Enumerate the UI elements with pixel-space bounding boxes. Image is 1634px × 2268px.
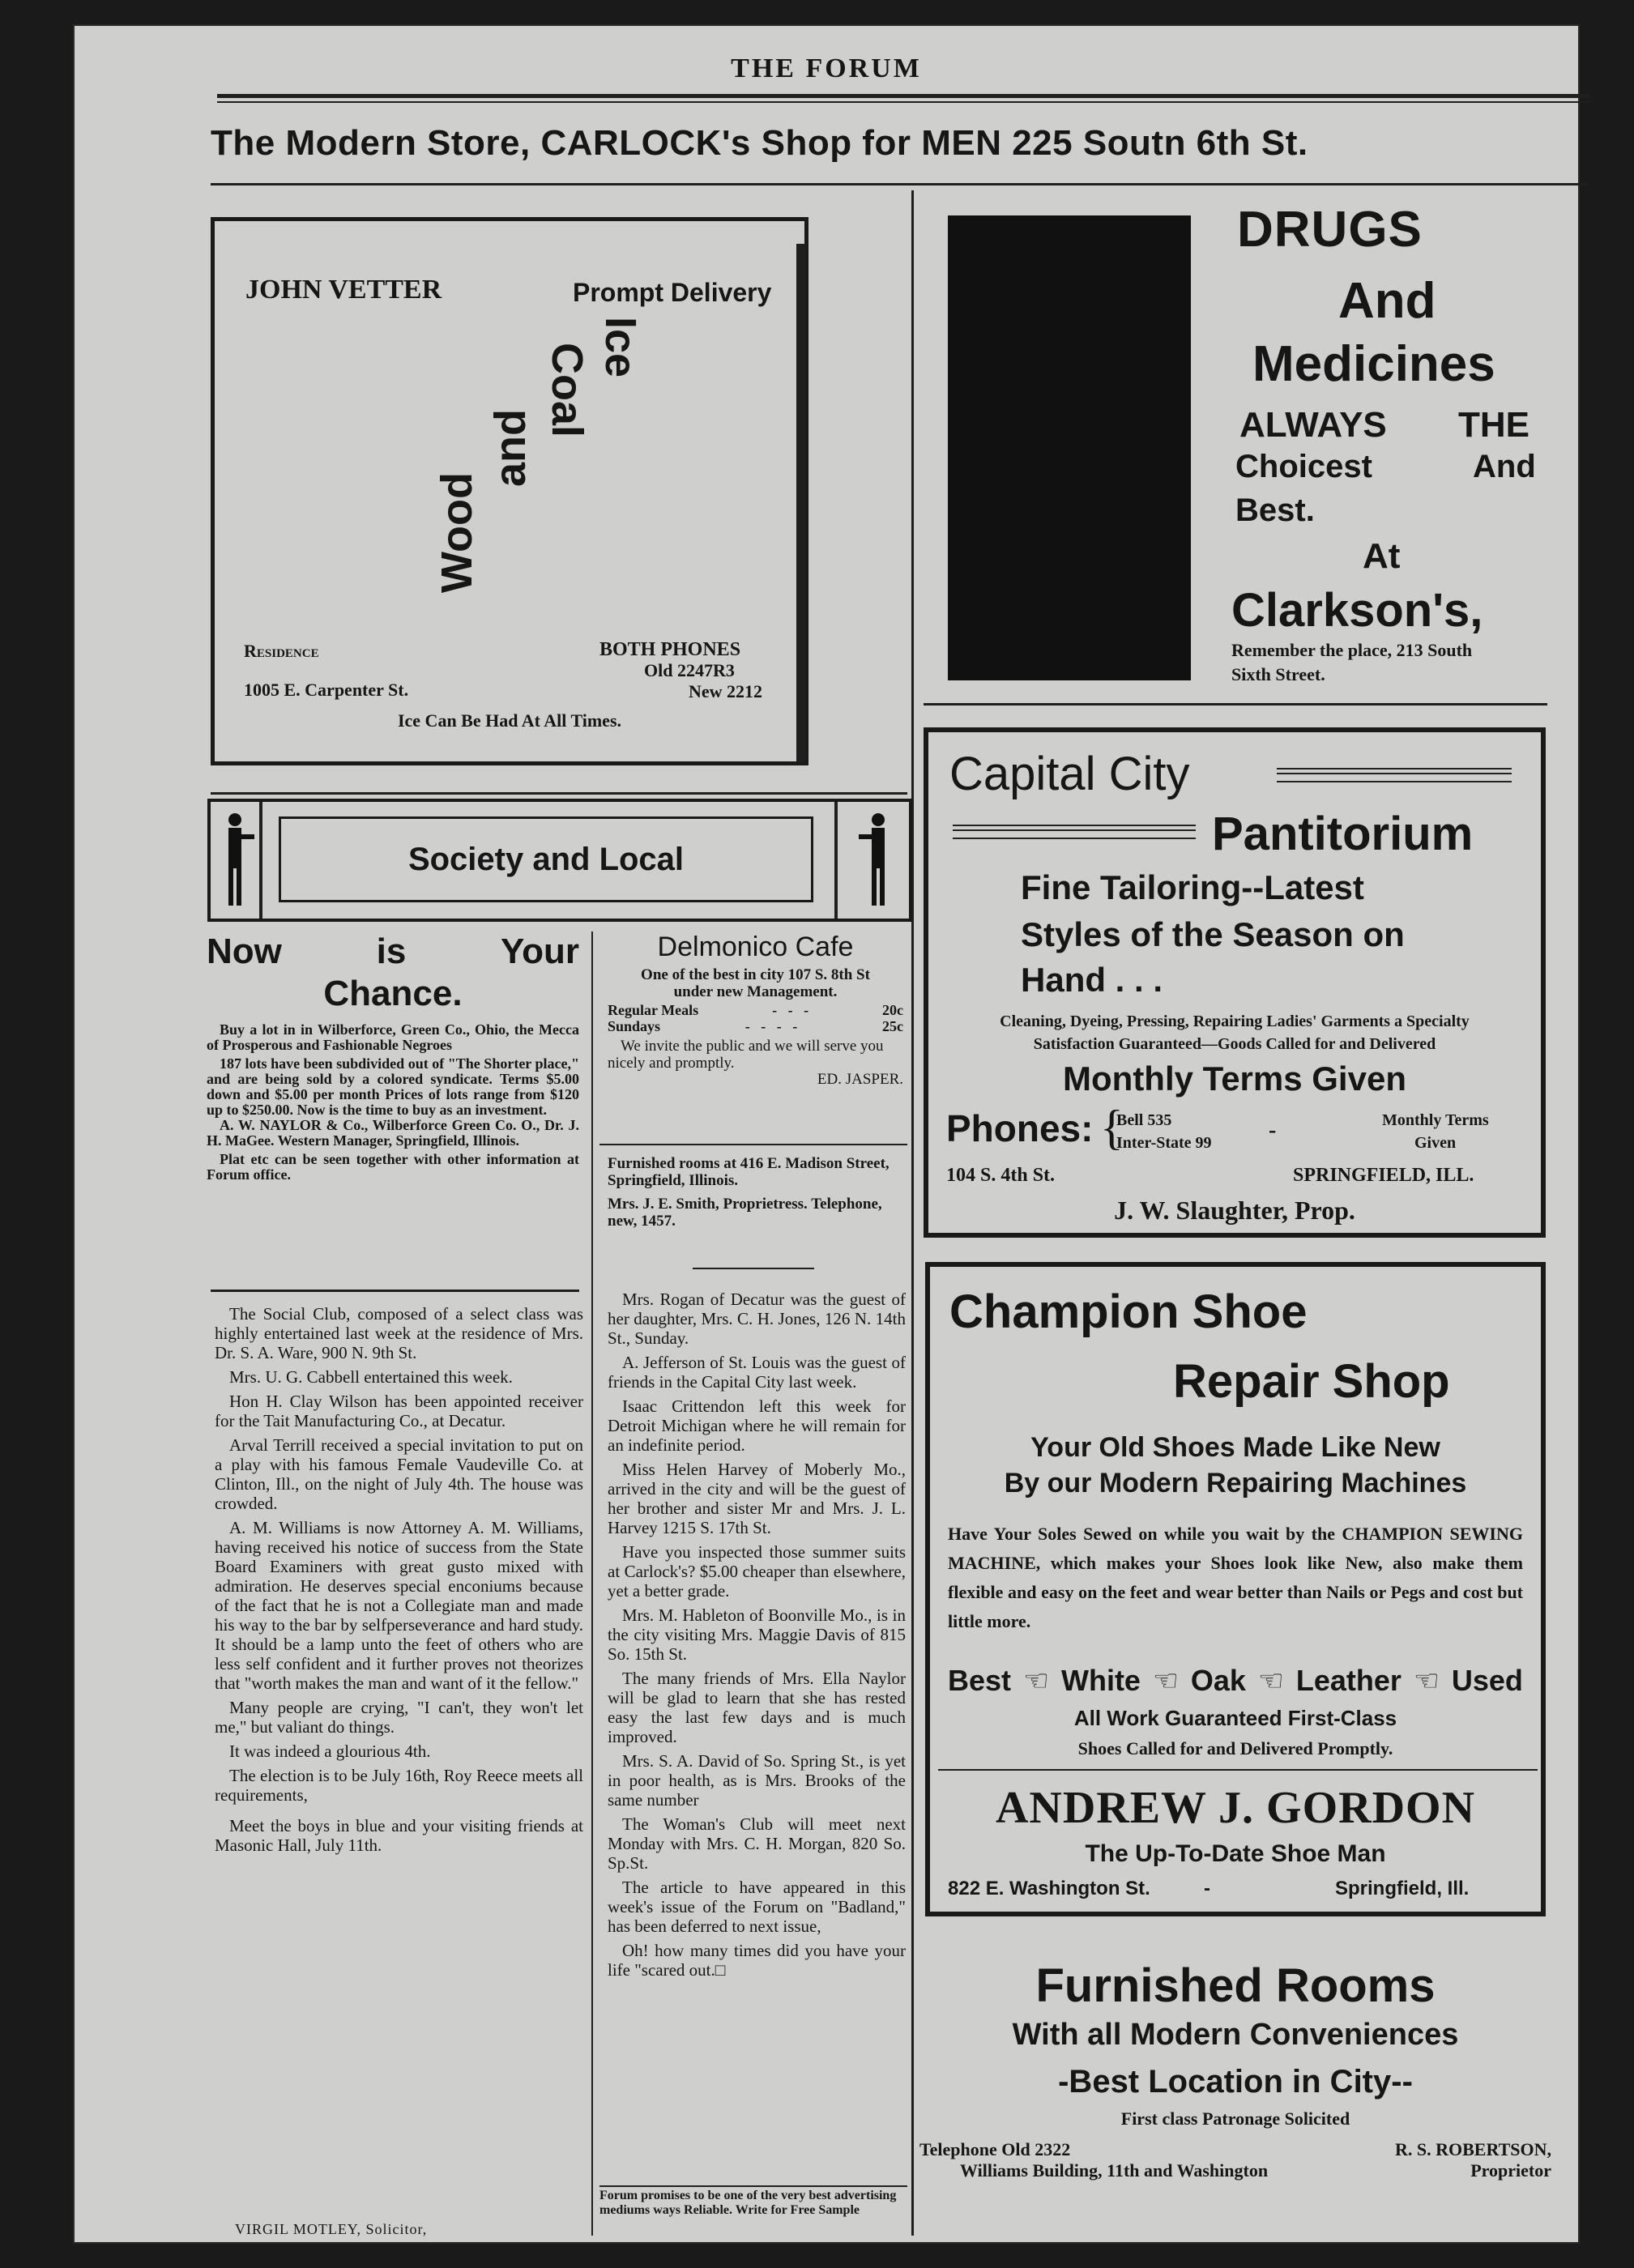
forum-note: Forum promises to be one of the very best advertising mediums ways Reliable. Write for Free Sample xyxy=(599,2185,907,2218)
news-item: Hon H. Clay Wilson has been appointed receiver for the Tait Manufacturing Co., at Decatur. xyxy=(215,1392,583,1430)
vetter-ice: Ice xyxy=(596,317,645,378)
pant-city: SPRINGFIELD, ILL. xyxy=(1293,1165,1474,1186)
pant-l6: Monthly Terms Given xyxy=(1063,1059,1406,1098)
pant-l2: Styles of the Season on xyxy=(1021,915,1405,953)
short-rule xyxy=(693,1268,814,1269)
champ-t2: Repair Shop xyxy=(1173,1355,1450,1408)
champ-used: Used xyxy=(1451,1664,1523,1697)
delmonico-p2: We invite the public and we will serve you nicely and promptly. xyxy=(608,1038,884,1072)
pant-lines-bottom xyxy=(953,825,1196,839)
delmonico-rule xyxy=(599,1144,907,1145)
delmonico-reg-price: 20c xyxy=(881,1002,903,1018)
news-item: Oh! how many times did you have your life "scared out.□ xyxy=(608,1941,906,1980)
newspaper-page xyxy=(73,24,1580,2244)
drugs-l4b: THE xyxy=(1458,405,1529,445)
vetter-prompt: Prompt Delivery xyxy=(573,278,772,307)
pantitorium-ad xyxy=(924,727,1546,1238)
rooms-t3: -Best Location in City-- xyxy=(1058,2064,1413,2100)
news-item: Mrs. M. Hableton of Boonville Mo., is in the city visiting Mrs. Maggie Davis of 815 So. 15th St. xyxy=(608,1605,906,1664)
news-item: It was indeed a glourious 4th. xyxy=(229,1742,431,1761)
pant-bell: Bell 535 xyxy=(1116,1111,1172,1129)
drugs-l1: DRUGS xyxy=(1237,202,1423,258)
pant-t1: Capital City xyxy=(949,748,1190,800)
drugs-l6: Best. xyxy=(1235,492,1315,528)
drugs-l7: At xyxy=(1363,536,1401,576)
pant-mt1: Monthly Terms xyxy=(1382,1111,1489,1129)
drugs-l3: Medicines xyxy=(1252,336,1495,392)
delmonico-title: Delmonico Cafe xyxy=(657,932,854,962)
champ-rule xyxy=(938,1769,1538,1771)
news-item: A. M. Williams is now Attorney A. M. Williams, having received his notice of success from the State Board Examiners with great gusto mixed with admiration. He deserves special enconiums because of the fact that he is not a Collegiate man and made his way to the bar by selfperseverance and hard study. It should be a lamp unto the feet of others who are less self confident and it further proves not theorizes that "worth makes the man and want of it the fellow." xyxy=(215,1518,583,1693)
news-item: Isaac Crittendon left this week for Detroit Michigan where he will remain for an indefinite period. xyxy=(608,1396,906,1455)
now-p4: Plat etc can be seen together with other information at Forum office. xyxy=(207,1151,579,1183)
pant-inter: Inter-State 99 xyxy=(1116,1134,1212,1152)
champ-name: ANDREW J. GORDON xyxy=(995,1783,1476,1833)
rooms-owner: R. S. ROBERTSON, xyxy=(1395,2139,1551,2159)
furnished-small-p2: Mrs. J. E. Smith, Proprietress. Telephone, new, 1457. xyxy=(608,1196,882,1230)
furnished-small-ad xyxy=(608,1155,903,1230)
news-item: The Social Club, composed of a select class was highly entertained last week at the residence of Mrs. Dr. S. A. Ware, 900 N. 9th St. xyxy=(215,1304,583,1362)
vetter-footer: Ice Can Be Had At All Times. xyxy=(397,710,622,731)
news-item: Mrs. Rogan of Decatur was the guest of her daughter, Mrs. C. H. Jones, 126 N. 14th St., Sunday. xyxy=(608,1290,906,1348)
champ-called: Shoes Called for and Delivered Promptly. xyxy=(1077,1738,1393,1759)
champ-l1: Your Old Shoes Made Like New xyxy=(1030,1432,1440,1463)
champ-l2: By our Modern Repairing Machines xyxy=(1004,1468,1467,1498)
society-title: Society and Local xyxy=(407,842,685,877)
delmonico-p1: One of the best in city 107 S. 8th St under new Management. xyxy=(641,966,870,1000)
vetter-name: JOHN VETTER xyxy=(245,275,442,305)
champ-p: Have Your Soles Sewed on while you wait by the CHAMPION SEWING MACHINE, which makes your Shoes look like New, also make them flexible and easy on the feet and wear better than Nails or Pegs and cost but little more. xyxy=(948,1524,1523,1631)
society-rule-top xyxy=(211,792,907,795)
pant-lines-top xyxy=(1277,768,1512,782)
news-item: A. Jefferson of St. Louis was the guest of friends in the Capital City last week. xyxy=(608,1353,906,1392)
drugs-l5b: And xyxy=(1473,449,1536,484)
now-p1: Buy a lot in in Wilberforce, Green Co., Ohio, the Mecca of Prosperous and Fashionable Negroes xyxy=(207,1021,579,1053)
news-item: Mrs. S. A. David of So. Spring St., is yet in poor health, as is Mrs. Brooks of the same number xyxy=(608,1751,906,1810)
champion-ad: Champion Shoe Repair Shop Your Old Shoes Made Like New By our Modern Repairing Machines Have Your Soles Sewed on while you wait by the CHAMPION SEWING MACHINE, which makes your Shoes look like New, also make them flexible and easy on the feet and wear better than Nails or Pegs and cost but little more. Best ☜ White ☜ Oak ☜ Leather ☜ Used All Work Guaranteed First-Class Shoes Called for and Delivered Promptly. ANDREW J. GORDON The Up-To-Date Shoe Man 822 E. Washington St. - Springfield, Ill. xyxy=(925,1262,1546,1916)
rooms-phone: Telephone Old 2322 xyxy=(919,2139,1071,2159)
delmonico-ad: Delmonico Cafe One of the best in city 107 S. 8th St under new Management. Regular Meals - - - 20c Sundays - - - - 25c We invite the public and we will serve you nicely and promptly. ED. JASPER. xyxy=(608,932,903,1088)
masthead-title: THE FORUM xyxy=(731,53,922,83)
now-h2: Chance. xyxy=(323,974,463,1013)
champ-city: Springfield, Ill. xyxy=(1335,1878,1470,1899)
pant-dash: - xyxy=(1269,1118,1277,1143)
champ-best: Best xyxy=(948,1664,1012,1697)
vetter-old-phone: Old 2247R3 xyxy=(644,660,735,680)
rooms-t2: With all Modern Conveniences xyxy=(1012,2018,1459,2052)
col-rule-mid xyxy=(591,932,593,2236)
society-divider-left xyxy=(259,802,262,919)
drugs-l5a: Choicest xyxy=(1235,449,1372,484)
virgil-motley: VIRGIL MOTLEY, Solicitor, xyxy=(235,2221,428,2237)
news-item: The Woman's Club will meet next Monday with Mrs. C. H. Morgan, 820 So. Sp.St. xyxy=(608,1814,906,1873)
furnished-small-p1: Furnished rooms at 416 E. Madison Street, Springfield, Illinois. xyxy=(608,1155,890,1189)
vetter-ad xyxy=(211,217,808,765)
carlock-banner: The Modern Store, CARLOCK's Shop for MEN 225 Soutn 6th St. xyxy=(211,123,1308,163)
rooms-l1: First class Patronage Solicited xyxy=(1120,2108,1350,2129)
vetter-and: and xyxy=(486,409,535,488)
now-h1c: Your xyxy=(501,932,579,971)
pant-mt2: Given xyxy=(1414,1134,1457,1152)
pant-l3: Hand . . . xyxy=(1021,961,1163,999)
vetter-residence-label: Residence xyxy=(244,641,319,661)
rooms-prop: Proprietor xyxy=(1470,2160,1551,2181)
rooms-t1: Furnished Rooms xyxy=(1035,1959,1436,2012)
delmonico-reg-label: Regular Meals xyxy=(608,1002,699,1018)
pointing-hand-icon: ☜ xyxy=(1152,1664,1180,1697)
masthead-rule xyxy=(217,94,1590,98)
rooms-bldg: Williams Building, 11th and Washington xyxy=(960,2160,1269,2181)
society-title-box xyxy=(279,816,813,902)
news-item: The election is to be July 16th, Roy Reece meets all requirements, xyxy=(215,1766,583,1805)
news-item: Have you inspected those summer suits at Carlock's? $5.00 cheaper than elsewhere, yet a better grade. xyxy=(608,1542,906,1601)
champ-guar: All Work Guaranteed First-Class xyxy=(1073,1706,1397,1730)
news-item: Mrs. U. G. Cabbell entertained this week. xyxy=(229,1367,513,1387)
vetter-wood: Wood xyxy=(433,472,481,593)
delmonico-sun-price: 25c xyxy=(881,1018,903,1034)
pant-addr: 104 S. 4th St. xyxy=(946,1165,1056,1186)
news-item: The many friends of Mrs. Ella Naylor will be glad to learn that she has rested easy the last few days and is much improved. xyxy=(608,1669,906,1746)
pant-l4: Cleaning, Dyeing, Pressing, Repairing Ladies' Garments a Specialty xyxy=(1000,1013,1470,1030)
pant-t2: Pantitorium xyxy=(1212,808,1474,860)
masthead-rule-thin xyxy=(217,101,1590,103)
society-header xyxy=(207,799,912,922)
left-news-column xyxy=(215,1304,583,1860)
drugs-l4a: ALWAYS xyxy=(1239,405,1387,445)
vetter-phones-label: BOTH PHONES xyxy=(599,639,741,660)
pant-brace: { xyxy=(1100,1101,1124,1154)
vetter-residence-addr: 1005 E. Carpenter St. xyxy=(244,680,409,700)
drugs-l9: Remember the place, 213 South xyxy=(1231,640,1473,660)
delmonico-sig: ED. JASPER. xyxy=(817,1071,903,1088)
delmonico-sun-label: Sundays xyxy=(608,1018,661,1034)
vetter-coal: Coal xyxy=(543,343,591,438)
pant-l1: Fine Tailoring--Latest xyxy=(1021,868,1364,906)
waiter-right-icon xyxy=(859,810,893,909)
champ-best-line xyxy=(948,1664,1523,1698)
pant-prop: J. W. Slaughter, Prop. xyxy=(1114,1196,1355,1225)
now-rule xyxy=(211,1290,579,1292)
now-p2: 187 lots have been subdivided out of "The Shorter place," and are being sold by a colored syndicate. Terms $5.00 down and $5.00 per month Prices of lots range from $120 up to $250.00. Now is the time to buy as an investment. xyxy=(207,1055,579,1118)
news-item: The article to have appeared in this week's issue of the Forum on "Badland," has been deferred to next issue, xyxy=(608,1878,906,1936)
news-item: Arval Terrill received a special invitation to put on a play with his famous Female Vaudeville Co. at Clinton, Ill., on the night of July 4th. The house was crowded. xyxy=(215,1435,583,1513)
now-h1b: is xyxy=(376,932,407,971)
champ-addr: 822 E. Washington St. xyxy=(948,1878,1150,1899)
drugs-l2: And xyxy=(1338,273,1436,329)
news-item: Many people are crying, "I can't, they won't let me," but valiant do things. xyxy=(215,1698,583,1737)
rooms-ad xyxy=(919,1959,1551,2181)
vetter-new-phone: New 2212 xyxy=(689,681,763,701)
drugs-rule xyxy=(924,703,1547,706)
waiter-left-icon xyxy=(220,810,254,909)
champ-oak: Oak xyxy=(1190,1664,1246,1697)
now-p3: A. W. NAYLOR & Co., Wilberforce Green Co. O., Dr. J. H. MaGee. Western Manager, Springfield, Illinois. xyxy=(207,1117,579,1149)
pant-phones: Phones: xyxy=(946,1107,1094,1149)
champ-slogan: The Up-To-Date Shoe Man xyxy=(1085,1840,1386,1867)
now-h1a: Now xyxy=(207,932,282,971)
drugs-l10: Sixth Street. xyxy=(1231,664,1325,684)
champ-leather: Leather xyxy=(1295,1664,1401,1697)
now-chance-ad xyxy=(207,932,579,1183)
society-divider-right xyxy=(834,802,838,919)
banner-rule xyxy=(211,183,1588,185)
news-item: Miss Helen Harvey of Moberly Mo., arrived in the city and will be the guest of her brother and sister Mr and Mrs. J. L. Harvey 1215 S. 17th St. xyxy=(608,1460,906,1537)
drugs-l8: Clarkson's, xyxy=(1231,584,1483,637)
vetter-shadow xyxy=(796,244,806,762)
champ-white: White xyxy=(1060,1664,1141,1697)
mid-news-column xyxy=(608,1290,906,1985)
portrait-image xyxy=(948,215,1191,680)
col-rule-right xyxy=(911,190,914,2236)
pant-l5: Satisfaction Guaranteed—Goods Called for and Delivered xyxy=(1033,1035,1436,1053)
pointing-hand-icon: ☜ xyxy=(1022,1664,1050,1697)
pointing-hand-icon: ☜ xyxy=(1413,1664,1440,1697)
champ-t1: Champion Shoe xyxy=(949,1285,1308,1338)
news-item: Meet the boys in blue and your visiting friends at Masonic Hall, July 11th. xyxy=(215,1816,583,1855)
pointing-hand-icon: ☜ xyxy=(1257,1664,1285,1697)
